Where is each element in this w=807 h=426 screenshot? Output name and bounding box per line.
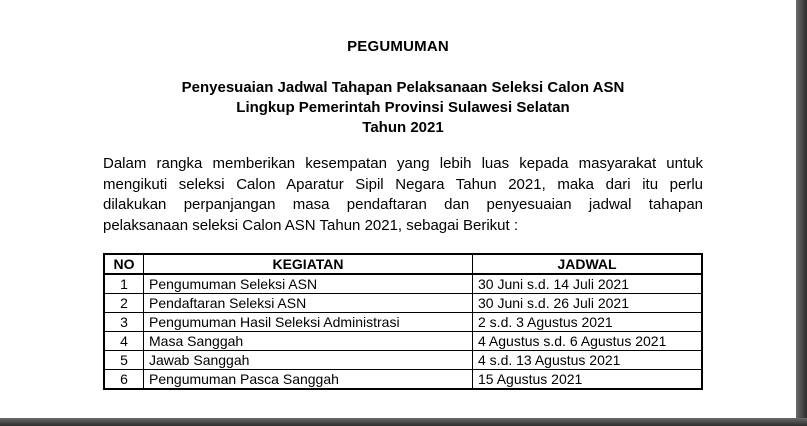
table-row bbox=[104, 294, 702, 313]
cell-no: 6 bbox=[104, 370, 144, 390]
table-row bbox=[104, 370, 702, 390]
paragraph-line: dilakukan perpanjangan masa pendaftaran dan penyesuaian jadwal tahapan bbox=[103, 196, 703, 214]
cell-no: 1 bbox=[104, 274, 144, 294]
table-row bbox=[104, 313, 702, 332]
cell-kegiatan: Pengumuman Pasca Sanggah bbox=[144, 370, 473, 390]
cell-kegiatan: Masa Sanggah bbox=[144, 332, 473, 351]
announcement-heading: PEGUMUMAN bbox=[347, 38, 449, 55]
cell-no: 2 bbox=[104, 294, 144, 313]
cell-kegiatan: Jawab Sanggah bbox=[144, 351, 473, 370]
cell-jadwal: 30 Juni s.d. 14 Juli 2021 bbox=[473, 274, 703, 294]
table-row bbox=[104, 351, 702, 370]
header-kegiatan: KEGIATAN bbox=[144, 254, 473, 274]
cell-jadwal: 15 Agustus 2021 bbox=[473, 370, 703, 390]
header-jadwal: JADWAL bbox=[473, 254, 703, 274]
cell-jadwal: 4 Agustus s.d. 6 Agustus 2021 bbox=[473, 332, 703, 351]
header-no: NO bbox=[104, 254, 144, 274]
table-row bbox=[104, 274, 702, 294]
cell-no: 3 bbox=[104, 313, 144, 332]
cell-kegiatan: Pengumuman Seleksi ASN bbox=[144, 274, 473, 294]
page-shadow-right bbox=[796, 0, 807, 426]
table-row bbox=[104, 332, 702, 351]
schedule-table bbox=[103, 253, 703, 390]
cell-jadwal: 2 s.d. 3 Agustus 2021 bbox=[473, 313, 703, 332]
cell-jadwal: 4 s.d. 13 Agustus 2021 bbox=[473, 351, 703, 370]
cell-kegiatan: Pengumuman Hasil Seleksi Administrasi bbox=[144, 313, 473, 332]
intro-paragraph bbox=[103, 154, 703, 236]
paragraph-line: pelaksanaan seleksi Calon ASN Tahun 2021, sebagai Berikut : bbox=[103, 216, 518, 234]
page-shadow-bottom bbox=[0, 418, 807, 426]
paragraph-line: Dalam rangka memberikan kesempatan yang lebih luas kepada masyarakat untuk bbox=[103, 155, 703, 172]
cell-kegiatan: Pendaftaran Seleksi ASN bbox=[144, 294, 473, 313]
cell-no: 5 bbox=[104, 351, 144, 370]
paragraph-line: mengikuti seleksi Calon Aparatur Sipil Negara Tahun 2021, maka dari itu perlu bbox=[103, 175, 703, 193]
subtitle-line-2: Lingkup Pemerintah Provinsi Sulawesi Selatan bbox=[236, 99, 570, 116]
table-header-row bbox=[104, 254, 702, 274]
subtitle-line-3: Tahun 2021 bbox=[362, 119, 444, 136]
cell-no: 4 bbox=[104, 332, 144, 351]
cell-jadwal: 30 Juni s.d. 26 Juli 2021 bbox=[473, 294, 703, 313]
subtitle-line-1: Penyesuaian Jadwal Tahapan Pelaksanaan Seleksi Calon ASN bbox=[181, 79, 625, 96]
